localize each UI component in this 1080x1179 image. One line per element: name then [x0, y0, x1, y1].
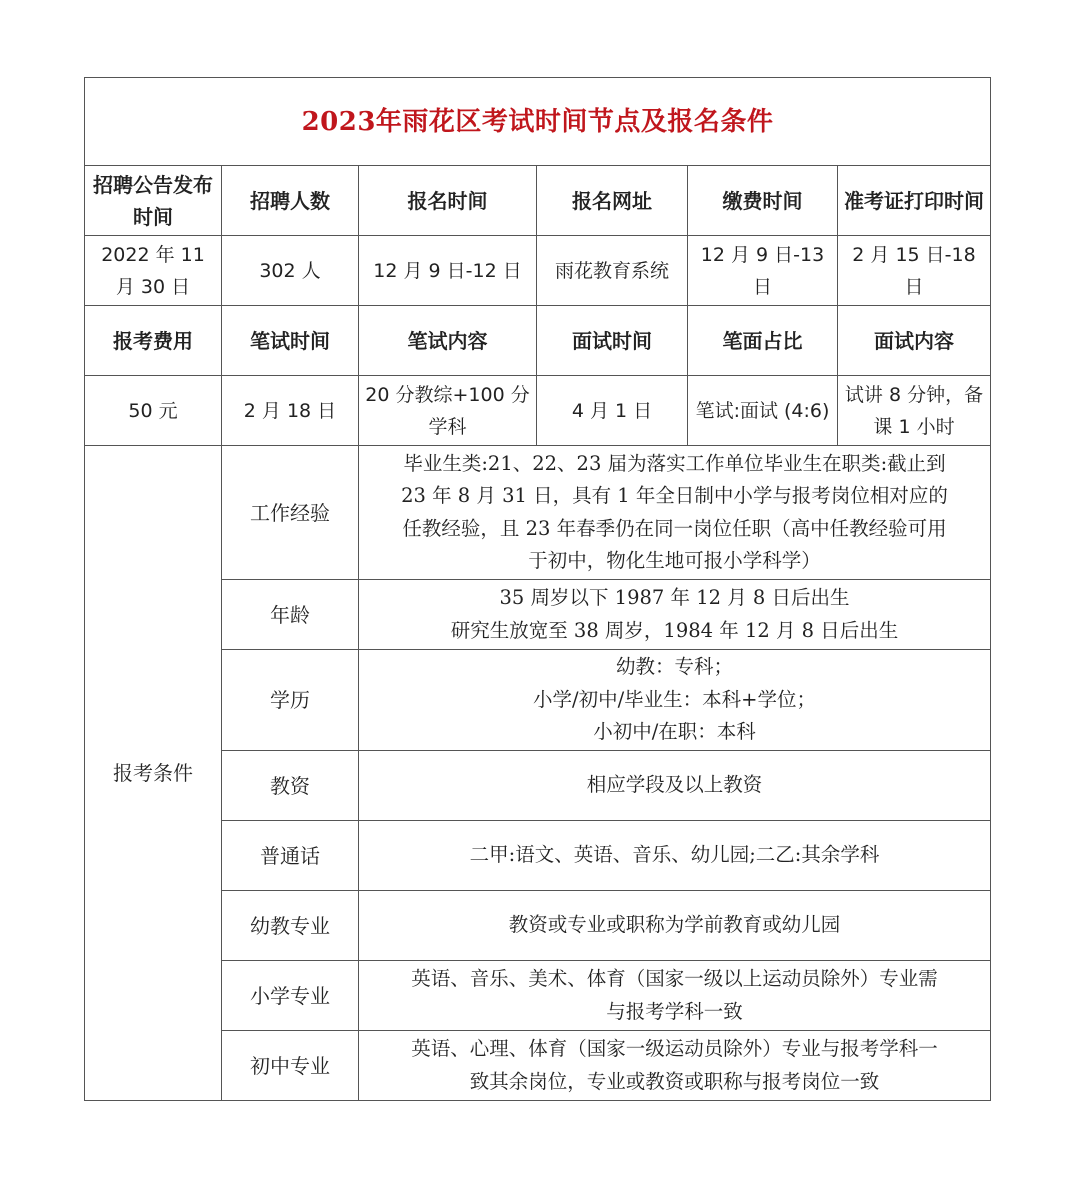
condition-desc-teacher-cert	[359, 751, 991, 821]
desc-line: 英语、心理、体育（国家一级运动员除外）专业与报考学科一	[411, 1037, 938, 1060]
condition-label-education: 学历	[222, 650, 359, 751]
desc-line: 任教经验，且 23 年春季仍在同一岗位任职（高中任教经验可用	[402, 516, 947, 540]
value-interview-content: 试讲 8 分钟，备课 1 小时	[838, 376, 991, 446]
condition-label-age: 年龄	[222, 580, 359, 650]
condition-label-middle-major: 初中专业	[222, 1031, 359, 1101]
header-score-ratio: 笔面占比	[688, 306, 838, 376]
desc-line: 研究生放宽至 38 周岁，1984 年 12 月 8 日后出生	[450, 618, 899, 642]
desc-line: 于初中，物化生地可报小学科学）	[528, 549, 821, 572]
value-written-content: 20 分教综+100 分学科	[359, 376, 537, 446]
condition-desc-middle-major	[359, 1031, 991, 1101]
condition-desc-primary-major	[359, 961, 991, 1031]
header-registration-site: 报名网址	[537, 166, 688, 236]
value-written-time: 2 月 18 日	[222, 376, 359, 446]
header-written-time: 笔试时间	[222, 306, 359, 376]
desc-line: 35 周岁以下 1987 年 12 月 8 日后出生	[499, 586, 850, 609]
value-admission-print-time: 2 月 15 日-18 日	[838, 236, 991, 306]
condition-desc-education	[359, 650, 991, 751]
condition-label-mandarin: 普通话	[222, 821, 359, 891]
desc-line: 小初中/在职：本科	[593, 720, 756, 744]
header-announcement-date: 招聘公告发布时间	[85, 166, 222, 236]
condition-desc-mandarin	[359, 821, 991, 891]
value-registration-site: 雨花教育系统	[537, 236, 688, 306]
value-recruit-count: 302 人	[222, 236, 359, 306]
header-interview-content: 面试内容	[838, 306, 991, 376]
condition-desc-age	[359, 580, 991, 650]
value-exam-fee: 50 元	[85, 376, 222, 446]
header-payment-time: 缴费时间	[688, 166, 838, 236]
exam-value-row	[85, 376, 991, 446]
value-announcement-date: 2022 年 11 月 30 日	[85, 236, 222, 306]
condition-label-teacher-cert: 教资	[222, 751, 359, 821]
value-score-ratio: 笔试:面试 (4:6)	[688, 376, 838, 446]
header-recruit-count: 招聘人数	[222, 166, 359, 236]
header-interview-time: 面试时间	[537, 306, 688, 376]
desc-line: 幼教：专科；	[615, 655, 733, 679]
table-title: 2023年雨花区考试时间节点及报名条件	[85, 78, 991, 166]
header-registration-time: 报名时间	[359, 166, 537, 236]
header-written-content: 笔试内容	[359, 306, 537, 376]
desc-line: 相应学段及以上教资	[586, 773, 763, 797]
desc-line: 英语、音乐、美术、体育（国家一级以上运动员除外）专业需	[411, 967, 938, 990]
exam-header-row	[85, 306, 991, 376]
header-admission-print-time: 准考证打印时间	[838, 166, 991, 236]
condition-row	[85, 446, 991, 580]
condition-label-work-experience: 工作经验	[222, 446, 359, 580]
value-interview-time: 4 月 1 日	[537, 376, 688, 446]
desc-line: 与报考学科一致	[606, 999, 743, 1023]
desc-line: 小学/初中/毕业生：本科+学位；	[533, 687, 816, 711]
desc-line: 教资或专业或职称为学前教育或幼儿园	[508, 913, 841, 937]
condition-label-preschool-major: 幼教专业	[222, 891, 359, 961]
desc-line: 致其余岗位，专业或教资或职称与报考岗位一致	[469, 1069, 880, 1093]
condition-desc-work-experience	[359, 446, 991, 580]
schedule-header-row	[85, 166, 991, 236]
schedule-value-row	[85, 236, 991, 306]
exam-schedule-table	[84, 77, 991, 1101]
conditions-label: 报考条件	[85, 446, 222, 1101]
desc-line: 二甲:语文、英语、音乐、幼儿园;二乙:其余学科	[469, 843, 880, 867]
header-exam-fee: 报考费用	[85, 306, 222, 376]
value-registration-time: 12 月 9 日-12 日	[359, 236, 537, 306]
value-payment-time: 12 月 9 日-13 日	[688, 236, 838, 306]
desc-line: 23 年 8 月 31 日，具有 1 年全日制中小学与报考岗位相对应的	[401, 484, 948, 507]
desc-line: 毕业生类:21、22、23 届为落实工作单位毕业生在职类:截止到	[403, 451, 946, 475]
condition-label-primary-major: 小学专业	[222, 961, 359, 1031]
condition-desc-preschool-major	[359, 891, 991, 961]
